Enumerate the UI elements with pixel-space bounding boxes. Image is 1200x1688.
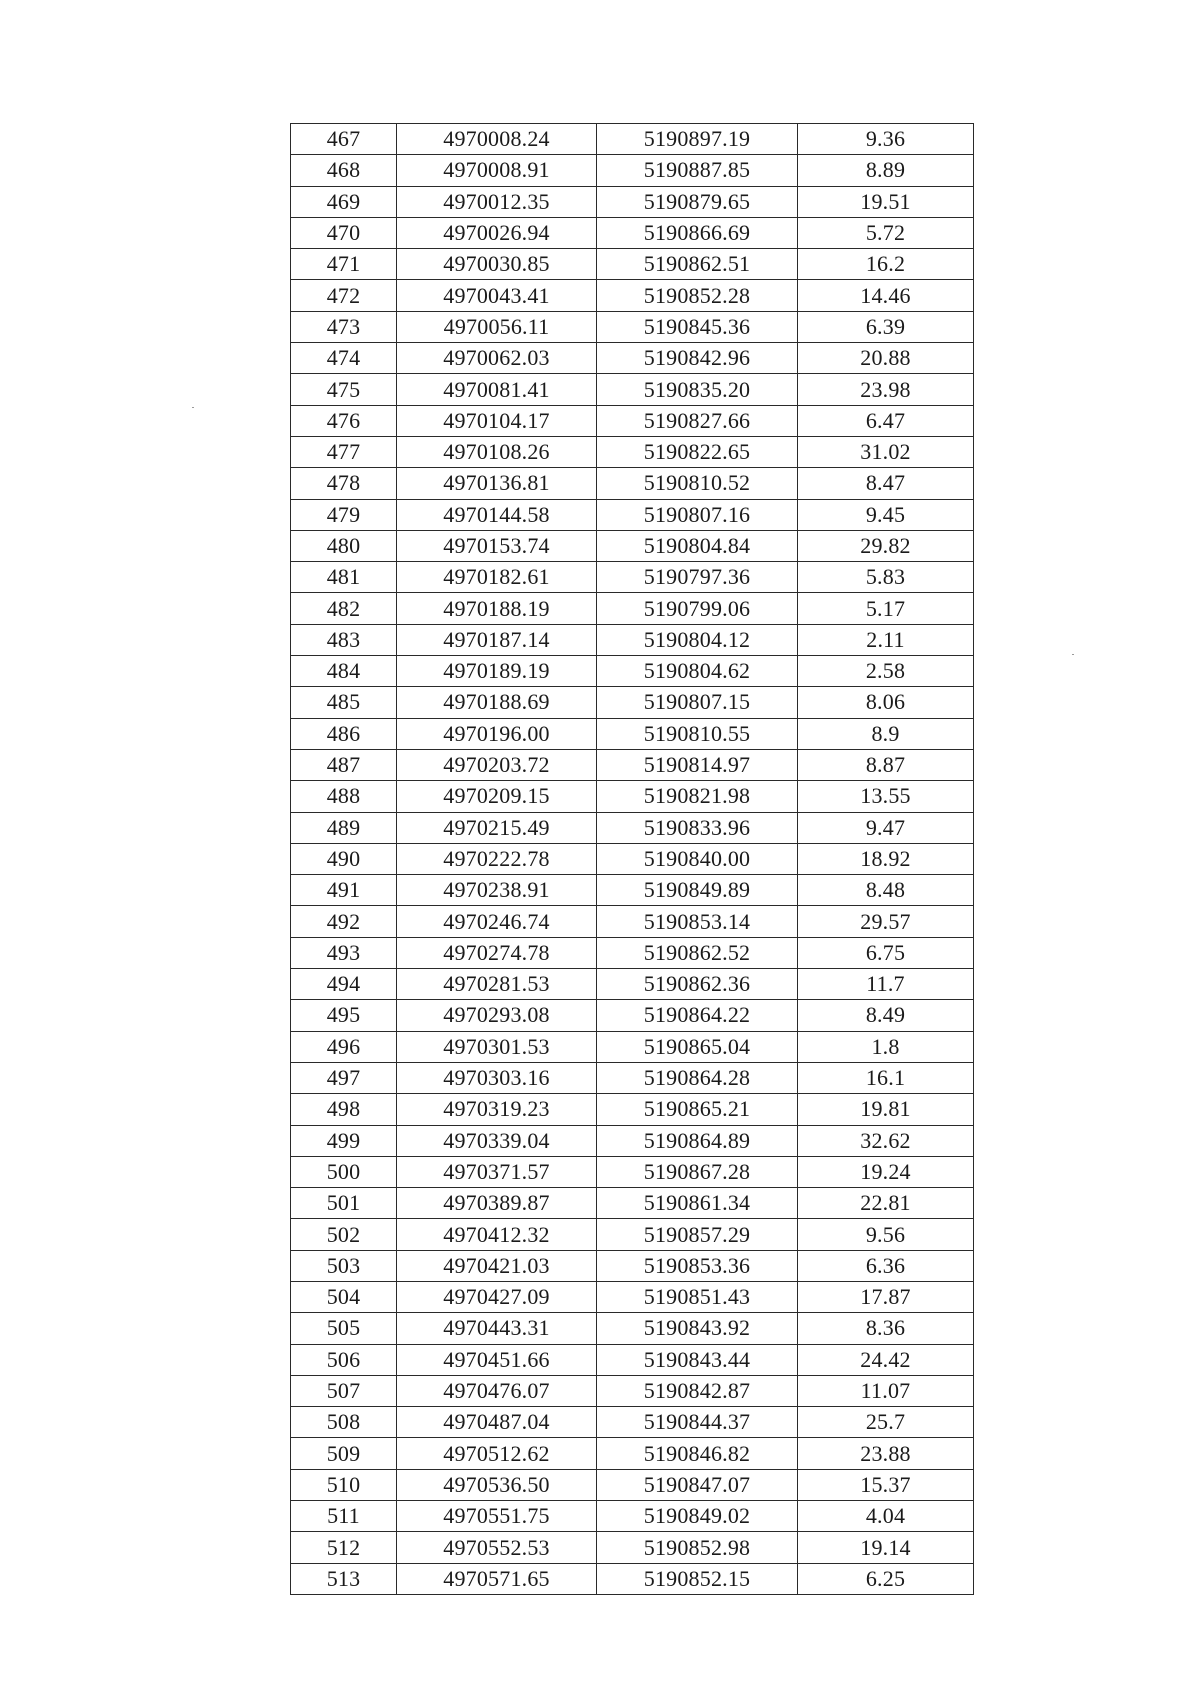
distance-cell: 6.36	[798, 1250, 974, 1281]
point-number-cell: 499	[291, 1125, 397, 1156]
table-row	[291, 1313, 974, 1344]
x-coordinate-cell: 4970451.66	[397, 1344, 597, 1375]
y-coordinate-cell: 5190822.65	[597, 436, 798, 467]
table-row	[291, 812, 974, 843]
x-coordinate-cell: 4970319.23	[397, 1094, 597, 1125]
distance-cell: 29.82	[798, 530, 974, 561]
x-coordinate-cell: 4970551.75	[397, 1501, 597, 1532]
point-number-cell: 479	[291, 499, 397, 530]
coordinates-table	[290, 123, 974, 1595]
point-number-cell: 478	[291, 468, 397, 499]
x-coordinate-cell: 4970182.61	[397, 562, 597, 593]
x-coordinate-cell: 4970552.53	[397, 1532, 597, 1563]
table-row	[291, 1438, 974, 1469]
distance-cell: 6.47	[798, 405, 974, 436]
x-coordinate-cell: 4970571.65	[397, 1563, 597, 1594]
table-row	[291, 374, 974, 405]
y-coordinate-cell: 5190799.06	[597, 593, 798, 624]
y-coordinate-cell: 5190861.34	[597, 1188, 798, 1219]
table-row	[291, 1469, 974, 1500]
table-row	[291, 217, 974, 248]
x-coordinate-cell: 4970512.62	[397, 1438, 597, 1469]
table-row	[291, 1188, 974, 1219]
point-number-cell: 513	[291, 1563, 397, 1594]
distance-cell: 19.81	[798, 1094, 974, 1125]
distance-cell: 20.88	[798, 343, 974, 374]
distance-cell: 8.89	[798, 155, 974, 186]
y-coordinate-cell: 5190821.98	[597, 781, 798, 812]
table-row	[291, 1062, 974, 1093]
distance-cell: 32.62	[798, 1125, 974, 1156]
y-coordinate-cell: 5190842.96	[597, 343, 798, 374]
table-row	[291, 124, 974, 155]
distance-cell: 1.8	[798, 1031, 974, 1062]
distance-cell: 5.83	[798, 562, 974, 593]
y-coordinate-cell: 5190862.52	[597, 937, 798, 968]
x-coordinate-cell: 4970301.53	[397, 1031, 597, 1062]
x-coordinate-cell: 4970443.31	[397, 1313, 597, 1344]
table-row	[291, 624, 974, 655]
y-coordinate-cell: 5190847.07	[597, 1469, 798, 1500]
table-row	[291, 1125, 974, 1156]
x-coordinate-cell: 4970144.58	[397, 499, 597, 530]
y-coordinate-cell: 5190897.19	[597, 124, 798, 155]
x-coordinate-cell: 4970203.72	[397, 749, 597, 780]
table-row	[291, 562, 974, 593]
point-number-cell: 476	[291, 405, 397, 436]
x-coordinate-cell: 4970412.32	[397, 1219, 597, 1250]
point-number-cell: 505	[291, 1313, 397, 1344]
distance-cell: 8.06	[798, 687, 974, 718]
point-number-cell: 473	[291, 311, 397, 342]
table-row	[291, 280, 974, 311]
point-number-cell: 510	[291, 1469, 397, 1500]
point-number-cell: 509	[291, 1438, 397, 1469]
point-number-cell: 507	[291, 1375, 397, 1406]
y-coordinate-cell: 5190810.55	[597, 718, 798, 749]
point-number-cell: 487	[291, 749, 397, 780]
y-coordinate-cell: 5190842.87	[597, 1375, 798, 1406]
x-coordinate-cell: 4970104.17	[397, 405, 597, 436]
x-coordinate-cell: 4970008.24	[397, 124, 597, 155]
distance-cell: 5.72	[798, 217, 974, 248]
point-number-cell: 486	[291, 718, 397, 749]
table-row	[291, 1281, 974, 1312]
y-coordinate-cell: 5190865.04	[597, 1031, 798, 1062]
distance-cell: 19.14	[798, 1532, 974, 1563]
y-coordinate-cell: 5190807.15	[597, 687, 798, 718]
x-coordinate-cell: 4970536.50	[397, 1469, 597, 1500]
x-coordinate-cell: 4970153.74	[397, 530, 597, 561]
distance-cell: 8.47	[798, 468, 974, 499]
distance-cell: 8.87	[798, 749, 974, 780]
x-coordinate-cell: 4970081.41	[397, 374, 597, 405]
point-number-cell: 482	[291, 593, 397, 624]
distance-cell: 22.81	[798, 1188, 974, 1219]
y-coordinate-cell: 5190835.20	[597, 374, 798, 405]
y-coordinate-cell: 5190810.52	[597, 468, 798, 499]
distance-cell: 8.36	[798, 1313, 974, 1344]
x-coordinate-cell: 4970062.03	[397, 343, 597, 374]
table-row	[291, 843, 974, 874]
distance-cell: 14.46	[798, 280, 974, 311]
y-coordinate-cell: 5190867.28	[597, 1156, 798, 1187]
distance-cell: 8.9	[798, 718, 974, 749]
y-coordinate-cell: 5190857.29	[597, 1219, 798, 1250]
point-number-cell: 501	[291, 1188, 397, 1219]
table-row	[291, 1501, 974, 1532]
distance-cell: 17.87	[798, 1281, 974, 1312]
y-coordinate-cell: 5190807.16	[597, 499, 798, 530]
y-coordinate-cell: 5190862.36	[597, 969, 798, 1000]
table-row	[291, 781, 974, 812]
distance-cell: 15.37	[798, 1469, 974, 1500]
x-coordinate-cell: 4970188.19	[397, 593, 597, 624]
y-coordinate-cell: 5190827.66	[597, 405, 798, 436]
point-number-cell: 496	[291, 1031, 397, 1062]
table-row	[291, 1407, 974, 1438]
table-row	[291, 1156, 974, 1187]
distance-cell: 6.75	[798, 937, 974, 968]
x-coordinate-cell: 4970187.14	[397, 624, 597, 655]
x-coordinate-cell: 4970012.35	[397, 186, 597, 217]
y-coordinate-cell: 5190843.44	[597, 1344, 798, 1375]
y-coordinate-cell: 5190840.00	[597, 843, 798, 874]
point-number-cell: 475	[291, 374, 397, 405]
point-number-cell: 500	[291, 1156, 397, 1187]
table-row	[291, 687, 974, 718]
table-row	[291, 499, 974, 530]
y-coordinate-cell: 5190853.36	[597, 1250, 798, 1281]
table-row	[291, 1000, 974, 1031]
x-coordinate-cell: 4970056.11	[397, 311, 597, 342]
x-coordinate-cell: 4970188.69	[397, 687, 597, 718]
y-coordinate-cell: 5190864.89	[597, 1125, 798, 1156]
distance-cell: 2.58	[798, 656, 974, 687]
table-row	[291, 530, 974, 561]
y-coordinate-cell: 5190804.84	[597, 530, 798, 561]
table-row	[291, 311, 974, 342]
table-row	[291, 656, 974, 687]
point-number-cell: 508	[291, 1407, 397, 1438]
y-coordinate-cell: 5190849.89	[597, 875, 798, 906]
point-number-cell: 491	[291, 875, 397, 906]
y-coordinate-cell: 5190879.65	[597, 186, 798, 217]
x-coordinate-cell: 4970026.94	[397, 217, 597, 248]
point-number-cell: 503	[291, 1250, 397, 1281]
y-coordinate-cell: 5190844.37	[597, 1407, 798, 1438]
table-row	[291, 937, 974, 968]
distance-cell: 31.02	[798, 436, 974, 467]
distance-cell: 19.24	[798, 1156, 974, 1187]
point-number-cell: 471	[291, 249, 397, 280]
table-row	[291, 875, 974, 906]
x-coordinate-cell: 4970215.49	[397, 812, 597, 843]
point-number-cell: 493	[291, 937, 397, 968]
x-coordinate-cell: 4970371.57	[397, 1156, 597, 1187]
point-number-cell: 477	[291, 436, 397, 467]
distance-cell: 9.56	[798, 1219, 974, 1250]
distance-cell: 23.88	[798, 1438, 974, 1469]
x-coordinate-cell: 4970487.04	[397, 1407, 597, 1438]
y-coordinate-cell: 5190864.22	[597, 1000, 798, 1031]
distance-cell: 2.11	[798, 624, 974, 655]
y-coordinate-cell: 5190866.69	[597, 217, 798, 248]
table-row	[291, 343, 974, 374]
distance-cell: 11.7	[798, 969, 974, 1000]
x-coordinate-cell: 4970196.00	[397, 718, 597, 749]
y-coordinate-cell: 5190814.97	[597, 749, 798, 780]
x-coordinate-cell: 4970281.53	[397, 969, 597, 1000]
distance-cell: 23.98	[798, 374, 974, 405]
table-row	[291, 249, 974, 280]
point-number-cell: 492	[291, 906, 397, 937]
point-number-cell: 511	[291, 1501, 397, 1532]
table-row	[291, 436, 974, 467]
scan-speck	[192, 407, 194, 408]
y-coordinate-cell: 5190852.15	[597, 1563, 798, 1594]
point-number-cell: 490	[291, 843, 397, 874]
point-number-cell: 488	[291, 781, 397, 812]
point-number-cell: 504	[291, 1281, 397, 1312]
table-row	[291, 155, 974, 186]
x-coordinate-cell: 4970303.16	[397, 1062, 597, 1093]
table-row	[291, 1375, 974, 1406]
point-number-cell: 497	[291, 1062, 397, 1093]
distance-cell: 8.49	[798, 1000, 974, 1031]
distance-cell: 9.45	[798, 499, 974, 530]
point-number-cell: 485	[291, 687, 397, 718]
y-coordinate-cell: 5190851.43	[597, 1281, 798, 1312]
table-row	[291, 749, 974, 780]
y-coordinate-cell: 5190887.85	[597, 155, 798, 186]
distance-cell: 6.25	[798, 1563, 974, 1594]
x-coordinate-cell: 4970293.08	[397, 1000, 597, 1031]
distance-cell: 8.48	[798, 875, 974, 906]
table-row	[291, 1563, 974, 1594]
x-coordinate-cell: 4970189.19	[397, 656, 597, 687]
table-row	[291, 718, 974, 749]
coordinates-table-body	[291, 124, 974, 1595]
y-coordinate-cell: 5190862.51	[597, 249, 798, 280]
y-coordinate-cell: 5190852.28	[597, 280, 798, 311]
distance-cell: 5.17	[798, 593, 974, 624]
x-coordinate-cell: 4970274.78	[397, 937, 597, 968]
table-row	[291, 1344, 974, 1375]
y-coordinate-cell: 5190865.21	[597, 1094, 798, 1125]
distance-cell: 9.36	[798, 124, 974, 155]
distance-cell: 29.57	[798, 906, 974, 937]
x-coordinate-cell: 4970238.91	[397, 875, 597, 906]
x-coordinate-cell: 4970246.74	[397, 906, 597, 937]
table-row	[291, 405, 974, 436]
x-coordinate-cell: 4970389.87	[397, 1188, 597, 1219]
y-coordinate-cell: 5190833.96	[597, 812, 798, 843]
point-number-cell: 469	[291, 186, 397, 217]
distance-cell: 11.07	[798, 1375, 974, 1406]
x-coordinate-cell: 4970043.41	[397, 280, 597, 311]
table-row	[291, 468, 974, 499]
y-coordinate-cell: 5190804.62	[597, 656, 798, 687]
x-coordinate-cell: 4970427.09	[397, 1281, 597, 1312]
x-coordinate-cell: 4970209.15	[397, 781, 597, 812]
point-number-cell: 470	[291, 217, 397, 248]
table-row	[291, 1094, 974, 1125]
point-number-cell: 467	[291, 124, 397, 155]
point-number-cell: 480	[291, 530, 397, 561]
y-coordinate-cell: 5190843.92	[597, 1313, 798, 1344]
distance-cell: 18.92	[798, 843, 974, 874]
point-number-cell: 506	[291, 1344, 397, 1375]
point-number-cell: 472	[291, 280, 397, 311]
y-coordinate-cell: 5190846.82	[597, 1438, 798, 1469]
point-number-cell: 502	[291, 1219, 397, 1250]
y-coordinate-cell: 5190853.14	[597, 906, 798, 937]
point-number-cell: 484	[291, 656, 397, 687]
y-coordinate-cell: 5190864.28	[597, 1062, 798, 1093]
y-coordinate-cell: 5190804.12	[597, 624, 798, 655]
x-coordinate-cell: 4970222.78	[397, 843, 597, 874]
point-number-cell: 495	[291, 1000, 397, 1031]
point-number-cell: 498	[291, 1094, 397, 1125]
distance-cell: 6.39	[798, 311, 974, 342]
point-number-cell: 468	[291, 155, 397, 186]
point-number-cell: 474	[291, 343, 397, 374]
point-number-cell: 512	[291, 1532, 397, 1563]
point-number-cell: 481	[291, 562, 397, 593]
distance-cell: 9.47	[798, 812, 974, 843]
y-coordinate-cell: 5190797.36	[597, 562, 798, 593]
point-number-cell: 494	[291, 969, 397, 1000]
table-row	[291, 1532, 974, 1563]
point-number-cell: 483	[291, 624, 397, 655]
table-row	[291, 906, 974, 937]
distance-cell: 19.51	[798, 186, 974, 217]
y-coordinate-cell: 5190849.02	[597, 1501, 798, 1532]
table-row	[291, 1031, 974, 1062]
x-coordinate-cell: 4970476.07	[397, 1375, 597, 1406]
table-row	[291, 186, 974, 217]
x-coordinate-cell: 4970339.04	[397, 1125, 597, 1156]
table-row	[291, 969, 974, 1000]
distance-cell: 16.1	[798, 1062, 974, 1093]
x-coordinate-cell: 4970136.81	[397, 468, 597, 499]
distance-cell: 25.7	[798, 1407, 974, 1438]
x-coordinate-cell: 4970030.85	[397, 249, 597, 280]
point-number-cell: 489	[291, 812, 397, 843]
distance-cell: 24.42	[798, 1344, 974, 1375]
table-row	[291, 1250, 974, 1281]
y-coordinate-cell: 5190852.98	[597, 1532, 798, 1563]
x-coordinate-cell: 4970008.91	[397, 155, 597, 186]
y-coordinate-cell: 5190845.36	[597, 311, 798, 342]
scan-speck	[1072, 654, 1074, 655]
table-row	[291, 593, 974, 624]
distance-cell: 16.2	[798, 249, 974, 280]
distance-cell: 4.04	[798, 1501, 974, 1532]
table-row	[291, 1219, 974, 1250]
x-coordinate-cell: 4970108.26	[397, 436, 597, 467]
x-coordinate-cell: 4970421.03	[397, 1250, 597, 1281]
distance-cell: 13.55	[798, 781, 974, 812]
